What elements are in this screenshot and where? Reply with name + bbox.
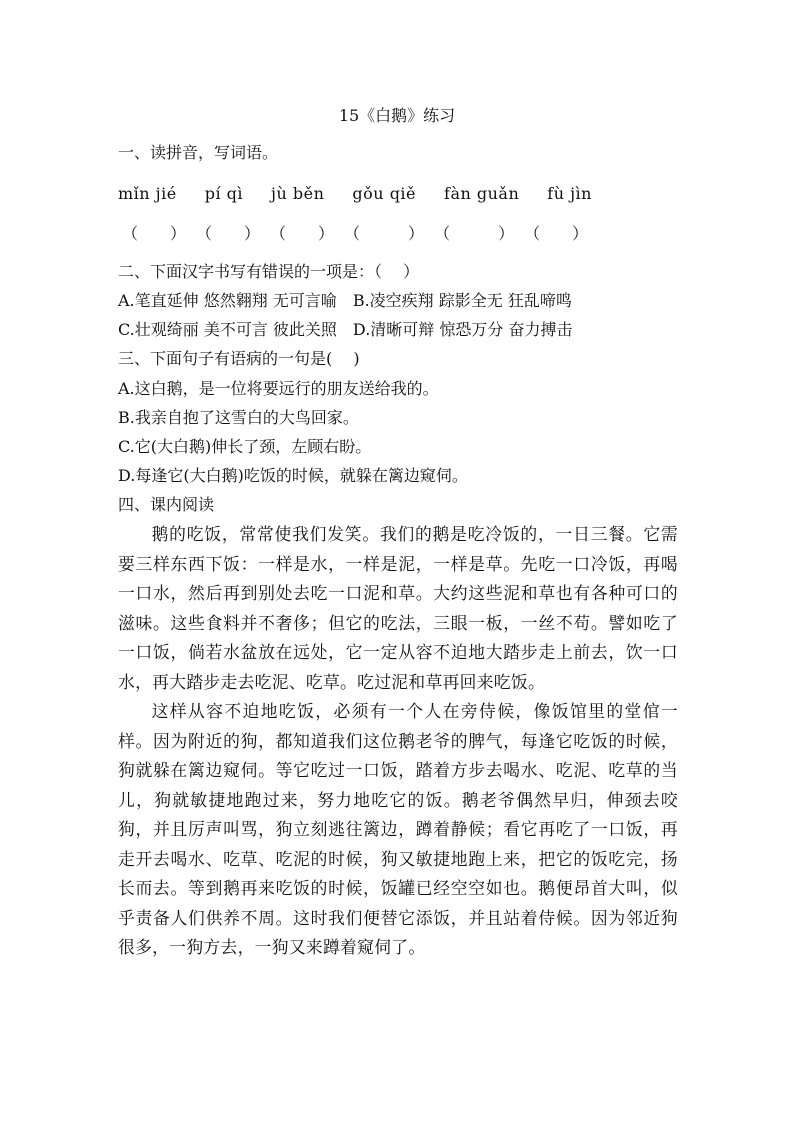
pinyin-item: fàn guǎn	[444, 184, 520, 203]
section3-heading: 三、下面句子有语病的一句是( )	[118, 349, 360, 368]
answer-blank[interactable]: （ ）	[196, 224, 261, 243]
pinyin-row	[118, 184, 678, 204]
pinyin-item: pí qì	[204, 184, 244, 203]
section3-option: D.每逢它(大白鹅)吃饭的时候，就躲在篱边窥伺。	[118, 466, 468, 485]
pinyin-item: jù běn	[271, 184, 325, 203]
section3-option: B.我亲自抱了这雪白的大鸟回家。	[118, 408, 359, 427]
section2-option-line: C.壮观绮丽 美不可言 彼此关照 D.清晰可辩 惊恐万分 奋力搏击	[118, 320, 573, 339]
answer-blank[interactable]: （ ）	[122, 224, 187, 243]
section2-option-line: A.笔直延伸 悠然翱翔 无可言喻 B.凌空疾翔 踪影全无 狂乱啼鸣	[118, 291, 572, 310]
section1-heading: 一、读拼音，写词语。	[118, 143, 279, 162]
worksheet-title: 15《白鹅》练习	[338, 106, 456, 125]
reading-passage	[118, 520, 678, 963]
section4-heading: 四、课内阅读	[118, 495, 215, 514]
answer-blank[interactable]: （ ）	[344, 224, 425, 243]
pinyin-item: fù jìn	[547, 184, 592, 203]
answer-blank[interactable]: （ ）	[524, 224, 589, 243]
passage-paragraph: 鹅的吃饭，常常使我们发笑。我们的鹅是吃冷饭的，一日三餐。它需要三样东西下饭：一样是水，一样是泥，一样是草。先吃一口冷饭，再喝一口水，然后再到别处去吃一口泥和草。大约这些泥和草也有各种可口的滋味。这些食料并不奢侈；但它的吃法，三眼一板，一丝不苟。譬如吃了一口饭，倘若水盆放在远处，它一定从容不迫地大踏步走上前去，饮一口水，再大踏步走去吃泥、吃草。吃过泥和草再回来吃饭。	[118, 524, 678, 692]
section2-heading: 二、下面汉字书写有错误的一项是：（ ）	[118, 262, 420, 281]
passage-paragraph: 这样从容不迫地吃饭，必须有一个人在旁侍候，像饭馆里的堂倌一样。因为附近的狗，都知道我们这位鹅老爷的脾气，每逢它吃饭的时候，狗就躲在篱边窥伺。等它吃过一口饭，踏着方步去喝水、吃泥、吃草的当儿，狗就敏捷地跑过来，努力地吃它的饭。鹅老爷偶然早归，伸颈去咬狗，并且厉声叫骂，狗立刻逃往篱边，蹲着静候；看它再吃了一口饭，再走开去喝水、吃草、吃泥的时候，狗又敏捷地跑上来，把它的饭吃完，扬长而去。等到鹅再来吃饭的时候，饭罐已经空空如也。鹅便昂首大叫，似乎责备人们供养不周。这时我们便替它添饭，并且站着侍候。因为邻近狗很多，一狗方去，一狗又来蹲着窥伺了。	[118, 701, 678, 957]
pinyin-item: mǐn jié	[118, 184, 177, 203]
pinyin-item: gǒu qiě	[352, 184, 417, 203]
answer-brackets-row	[122, 224, 682, 244]
answer-blank[interactable]: （ ）	[270, 224, 335, 243]
section3-option: C.它(大白鹅)伸长了颈，左顾右盼。	[118, 437, 372, 456]
section3-option: A.这白鹅，是一位将要远行的朋友送给我的。	[118, 379, 439, 398]
answer-blank[interactable]: （ ）	[434, 224, 515, 243]
